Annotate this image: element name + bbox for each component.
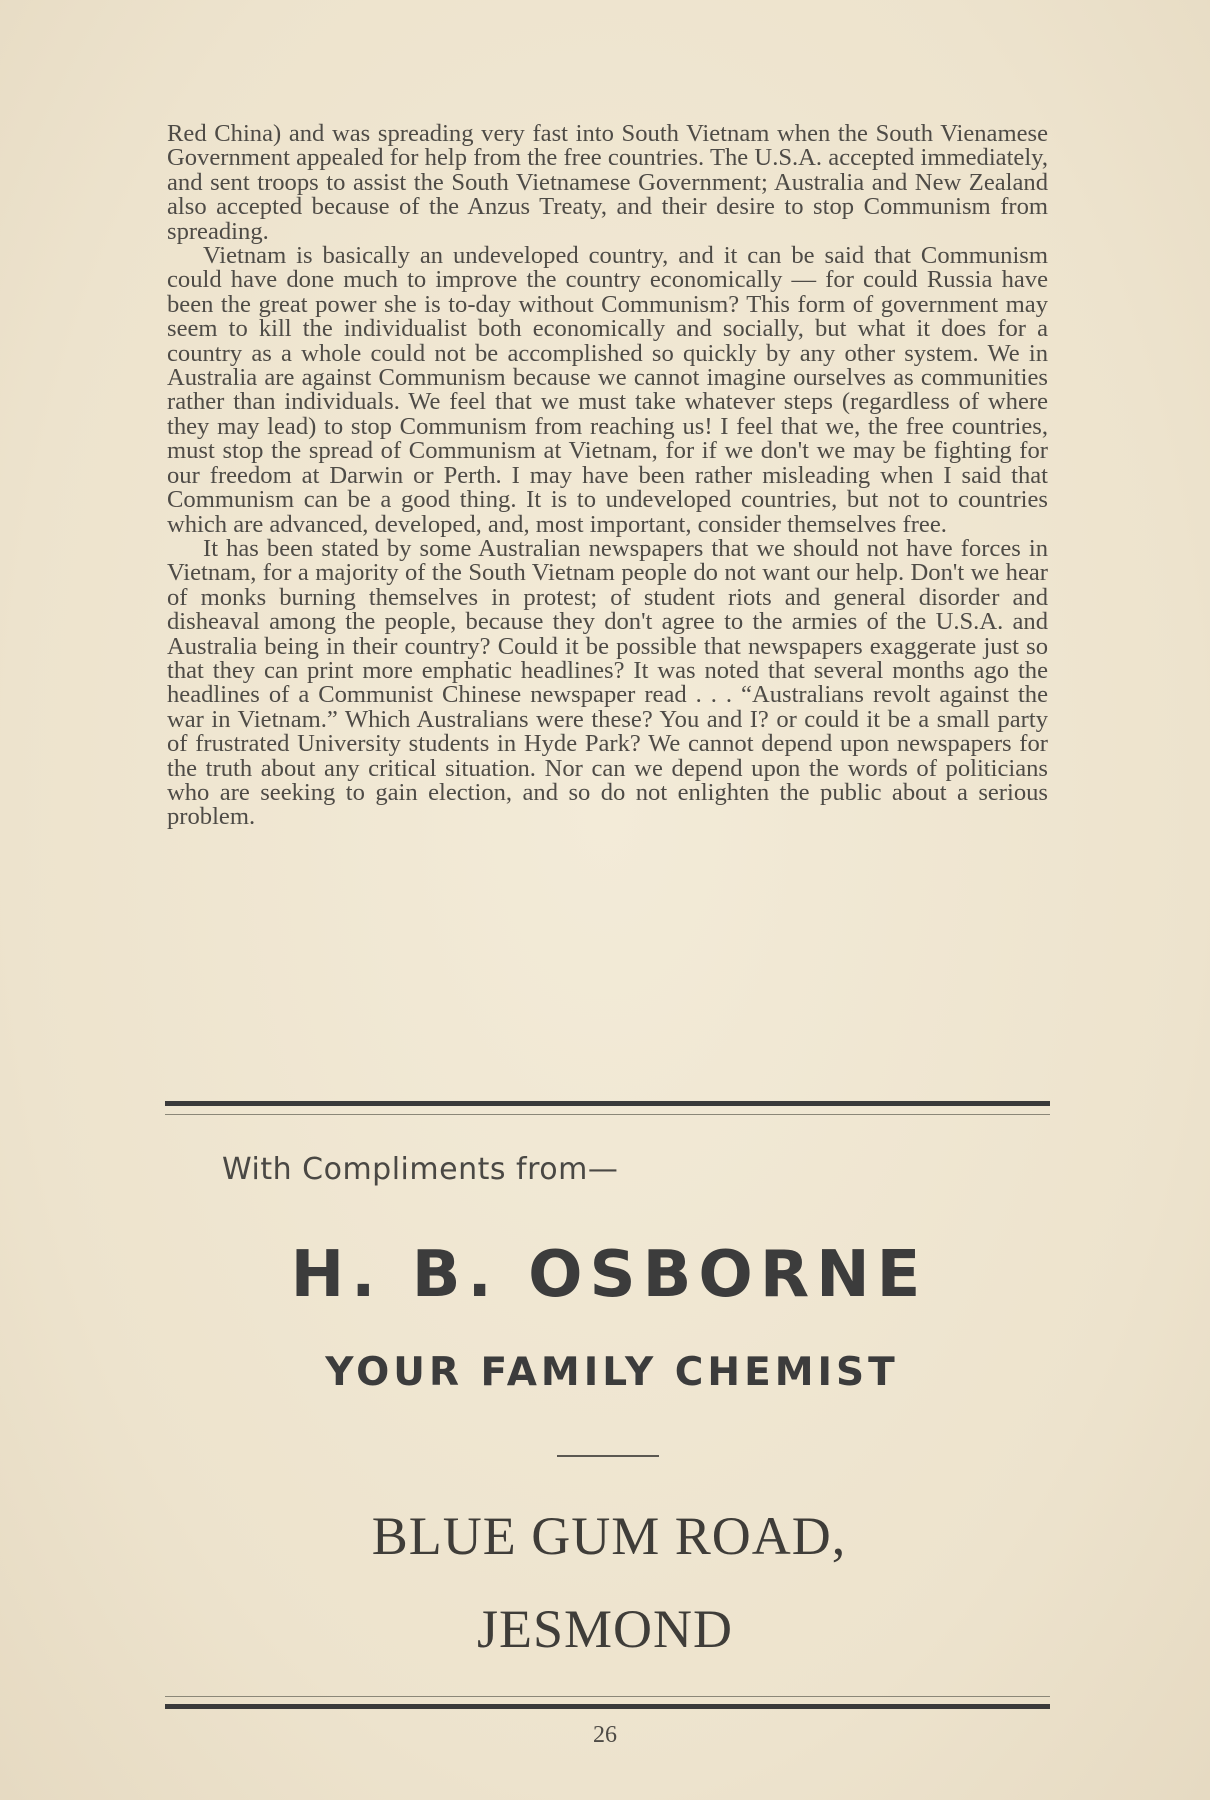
compliments-line: With Compliments from— [222,1152,619,1187]
divider-bottom-thick [165,1704,1050,1709]
advertiser-tagline: YOUR FAMILY CHEMIST [325,1350,899,1395]
article-paragraph: Vietnam is basically an undeveloped country, and it can be said that Communism could have done much to improve the country economically — for could Russia have been the great power she is to-day without Communism? This form of government may seem to kill the individualist both economically and socially, but what it does for a country as a whole could not be accomplished so quickly by any other system. We in Australia are against Communism because we cannot imagine ourselves as communities rather than individuals. We feel that we must take whatever steps (regardless of where they may lead) to stop Communism from reaching us! I feel that we, the free countries, must stop the spread of Communism at Vietnam, for if we don't we may be fighting for our freedom at Darwin or Perth. I may have been rather misleading when I said that Communism can be a good thing. It is to undeveloped countries, but not to countries which are advanced, developed, and, most important, consider themselves free. [167,242,1048,538]
divider-bottom-thin [165,1696,1050,1697]
article-paragraph: It has been stated by some Australian newspapers that we should not have forces in Vietnam, for a majority of the South Vietnam people do not want our help. Don't we hear of monks burning themselves in protest; of student riots and general disorder and disheaval among the people, because they don't agree to the armies of the U.S.A. and Australia being in their country? Could it be possible that newspapers exaggerate just so that they can print more emphatic headlines? It was noted that several months ago the headlines of a Communist Chinese newspaper read . . . “Australians revolt against the war in Vietnam.” Which Australians were these? You and I? or could it be a small party of frustrated University students in Hyde Park? We cannot depend upon newspapers for the truth about any critical situation. Nor can we depend upon the words of politicians who are seeking to gain election, and so do not enlighten the public about a serious problem. [167,534,1048,831]
divider-top-thick [165,1101,1050,1106]
article-paragraph: Red China) and was spreading very fast into South Vietnam when the South Vienamese Government appealed for help from the free countries. The U.S.A. accepted immediately, and sent troops to assist the South Vietnamese Government; Australia and New Zealand also accepted because of the Anzus Treaty, and their desire to stop Communism from spreading. [167,120,1048,245]
short-divider [557,1455,659,1457]
advertiser-name: H. B. OSBORNE [290,1238,928,1312]
page-number: 26 [593,1722,617,1748]
address-suburb: JESMOND [476,1599,734,1659]
address-street: BLUE GUM ROAD, [371,1506,847,1566]
article-text [167,122,1048,830]
divider-top-thin [165,1114,1050,1115]
